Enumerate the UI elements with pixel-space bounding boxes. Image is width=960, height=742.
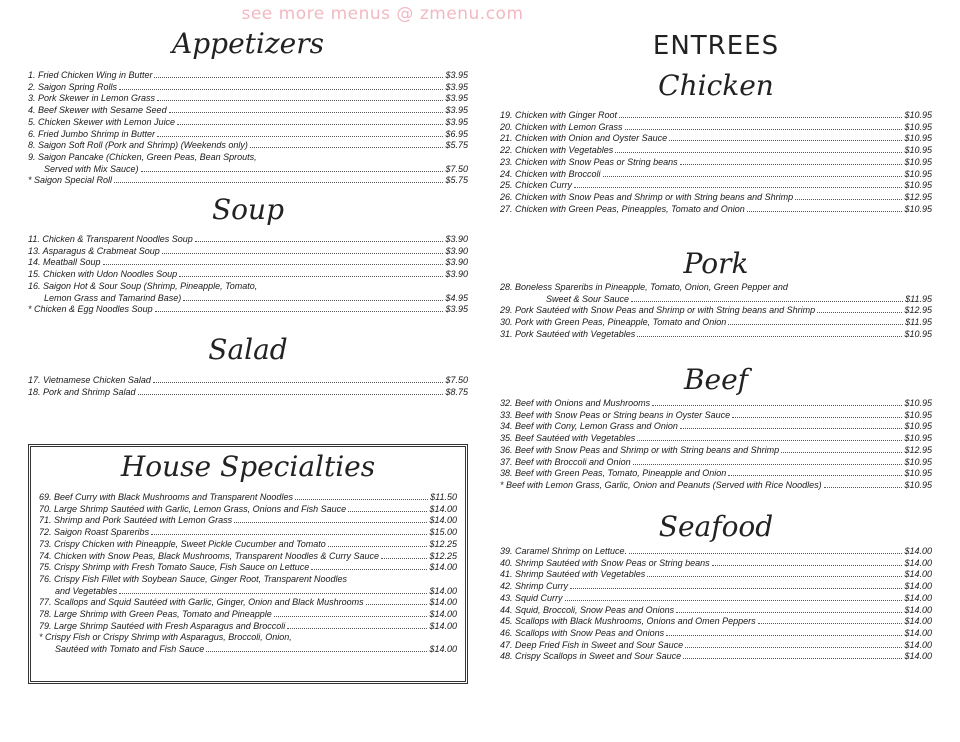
dot-leader [817,312,902,313]
menu-item [28,304,468,316]
menu-item [500,133,932,145]
seafood-title: Seafood [658,510,774,543]
menu-item-name: 70. Large Shrimp Sautéed with Garlic, Lemon Grass, Onions and Fish Sauce [39,503,347,514]
menu-item [28,387,468,399]
menu-item [500,616,932,628]
dot-leader [732,417,902,418]
menu-item-price: $10.95 [904,121,932,132]
menu-item-price: $14.00 [904,627,932,638]
menu-item-price: $12.25 [429,538,457,549]
menu-item-price: $11.95 [905,317,932,328]
menu-item [500,480,932,492]
menu-item-price: $10.95 [904,180,932,191]
menu-item-price: $3.95 [445,105,468,116]
menu-item-name: 6. Fried Jumbo Shrimp in Butter [28,128,156,139]
menu-item-name: 75. Crispy Shrimp with Fresh Tomato Sauce, Fish Sauce on Lettuce [39,562,310,573]
menu-item-name: 9. Saigon Pancake (Chicken, Green Peas, Bean Sprouts, [28,151,257,162]
dot-leader [195,241,444,242]
menu-item-name: 77. Scallops and Squid Sautéed with Garlic, Ginger, Onion and Black Mushrooms [39,597,364,608]
menu-item-price: $14.00 [904,581,932,592]
salad-title: Salad [208,333,288,366]
dot-leader [179,276,443,277]
menu-item-price: $10.95 [904,479,932,490]
dot-leader [683,658,902,659]
dot-leader [619,117,902,118]
menu-item-name: 39. Caramel Shrimp on Lettuce. [500,546,628,556]
menu-item [500,192,932,204]
dot-leader [250,147,444,148]
menu-item-price: $10.95 [904,409,932,420]
dot-leader [141,171,444,172]
menu-item-name: 27. Chicken with Green Peas, Pineapples, Tomato and Onion [500,203,745,214]
dot-leader [274,616,428,617]
menu-item [500,410,932,422]
menu-item-continuation: and Vegetables [55,585,118,596]
menu-item-name: 42. Shrimp Curry [500,581,569,592]
dot-leader [629,553,902,554]
menu-item-price: $3.90 [445,257,468,268]
seafood-list [500,546,932,663]
menu-item-name: 74. Chicken with Snow Peas, Black Mushrooms, Transparent Noodles & Curry Sauce [39,550,379,561]
menu-item-name: 76. Crispy Fish Fillet with Soybean Sauce, Ginger Root, Transparent Noodles [39,573,347,584]
menu-item [500,457,932,469]
menu-item-name: 78. Large Shrimp with Green Peas, Tomato and Pineapple [39,609,272,620]
menu-item-name: 8. Saigon Soft Roll (Pork and Shrimp) (Weekends only) [28,140,248,151]
appetizers-list [28,70,468,187]
menu-item-price: $14.00 [904,616,932,627]
dot-leader [328,546,428,547]
pork-list [500,282,932,341]
menu-item [28,140,468,152]
menu-item [39,586,457,598]
menu-item-price: $14.00 [429,597,457,608]
dot-leader [728,475,902,476]
menu-item [39,551,457,563]
menu-item-price: $10.95 [904,203,932,214]
menu-item-price: $10.95 [904,421,932,432]
menu-item [28,293,468,305]
menu-item [28,105,468,117]
menu-item-price: $3.95 [445,304,468,315]
dot-leader [685,647,902,648]
dot-leader [652,405,902,406]
menu-item-name: 29. Pork Sautéed with Snow Peas and Shrimp or with String beans and Shrimp [500,305,816,316]
menu-item [500,110,932,122]
menu-item [500,180,932,192]
menu-item-name: 48. Crispy Scallops in Sweet and Sour Sauce [500,651,682,662]
menu-item-name: 33. Beef with Snow Peas or String beans in Oyster Sauce [500,409,731,420]
menu-item-price: $7.50 [445,375,468,385]
dot-leader [153,382,444,383]
menu-item [500,593,932,605]
soup-title: Soup [212,193,284,226]
menu-item-name: 38. Beef with Green Peas, Tomato, Pineapple and Onion [500,468,727,479]
dot-leader [234,522,427,523]
menu-item-name: * Beef with Lemon Grass, Garlic, Onion and Peanuts (Served with Rice Noodles) [500,479,822,490]
dot-leader [747,211,903,212]
dot-leader [680,164,903,165]
dot-leader [669,140,902,141]
menu-item [28,164,468,176]
menu-item-price: $10.95 [904,433,932,444]
menu-item-price: $10.95 [904,133,932,144]
menu-item [28,82,468,94]
menu-item [500,204,932,216]
dot-leader [570,588,902,589]
menu-item [500,468,932,480]
menu-item-price: $10.95 [904,468,932,479]
menu-item-price: $14.00 [429,585,457,596]
menu-item-name: 25. Chicken Curry [500,180,573,191]
menu-item-name: 18. Pork and Shrimp Salad [28,386,136,397]
dot-leader [712,565,903,566]
menu-item-name: 22. Chicken with Vegetables [500,145,614,156]
menu-item [39,597,457,609]
menu-item-price: $14.00 [429,515,457,526]
menu-item-price: $10.95 [904,456,932,467]
menu-item-name: 11. Chicken & Transparent Noodles Soup [28,234,193,244]
menu-item [500,294,932,306]
menu-item-price: $10.95 [904,168,932,179]
menu-item-name: * Crispy Fish or Crispy Shrimp with Asparagus, Broccoli, Onion, [39,632,292,643]
menu-item-price: $10.95 [904,145,932,156]
menu-item [28,93,468,105]
menu-item-name: 30. Pork with Green Peas, Pineapple, Tomato and Onion [500,317,727,328]
dot-leader [758,623,903,624]
menu-item [39,562,457,574]
menu-item [500,640,932,652]
dot-leader [295,499,428,500]
menu-item-price: $11.50 [430,492,457,502]
menu-item-name: 40. Shrimp Sautéed with Snow Peas or String beans [500,557,710,568]
menu-item-name: 36. Beef with Snow Peas and Shrimp or with String beans and Shrimp [500,444,780,455]
menu-item [500,433,932,445]
menu-item-price: $14.00 [904,569,932,580]
menu-item [500,581,932,593]
appetizers-title: Appetizers [172,27,324,60]
dot-leader [676,612,902,613]
menu-item-price: $12.95 [904,305,932,316]
menu-item [28,234,468,246]
dot-leader [348,511,427,512]
menu-item-price: $14.00 [429,503,457,514]
dot-leader [666,635,902,636]
dot-leader [565,600,903,601]
menu-item [500,628,932,640]
menu-item-name: 41. Shrimp Sautéed with Vegetables [500,569,646,580]
menu-item-price: $14.00 [904,557,932,568]
menu-item-continuation: Served with Mix Sauce) [44,163,139,174]
menu-item [28,175,468,187]
menu-item-name: 16. Saigon Hot & Sour Soup (Shrimp, Pineapple, Tomato, [28,280,258,291]
menu-item-price: $7.50 [445,163,468,174]
menu-item [500,445,932,457]
pork-title: Pork [683,247,749,280]
menu-item-price: $3.95 [445,93,468,104]
menu-item-name: 24. Chicken with Broccoli [500,168,601,179]
salad-list [28,375,468,398]
menu-item-name: 20. Chicken with Lemon Grass [500,121,623,132]
dot-leader [637,440,902,441]
menu-item-price: $14.00 [429,644,457,655]
menu-item [39,504,457,516]
menu-item [39,621,457,633]
menu-item-name: 69. Beef Curry with Black Mushrooms and Transparent Noodles [39,492,293,502]
menu-item-name: 72. Saigon Roast Spareribs [39,527,150,538]
menu-item [500,546,932,558]
menu-item-name: 23. Chicken with Snow Peas or String beans [500,156,678,167]
menu-item-price: $14.00 [904,651,932,662]
menu-item-name: 35. Beef Sautéed with Vegetables [500,433,636,444]
menu-item [39,644,457,656]
dot-leader [647,576,902,577]
house-specialties-title: House Specialties [120,450,376,483]
menu-item-continuation: Sautéed with Tomato and Fish Sauce [55,644,205,655]
dot-leader [155,311,444,312]
menu-item-name: 79. Large Shrimp Sautéed with Fresh Asparagus and Broccoli [39,620,286,631]
dot-leader [287,628,427,629]
menu-item-price: $14.00 [904,592,932,603]
menu-item [39,492,457,504]
menu-item-price: $3.90 [445,269,468,280]
menu-item-price: $12.25 [429,550,457,561]
menu-item-name: 15. Chicken with Udon Noodles Soup [28,269,178,280]
menu-item-price: $10.95 [904,156,932,167]
menu-item-price: $14.00 [429,609,457,620]
menu-item-name: 45. Scallops with Black Mushrooms, Onions and Omen Peppers [500,616,756,627]
menu-item [500,122,932,134]
menu-item-price: $10.95 [904,110,932,120]
menu-item [28,375,468,387]
menu-item-price: $5.75 [445,140,468,151]
dot-leader [157,100,443,101]
menu-item [500,421,932,433]
dot-leader [728,324,903,325]
menu-item-price: $14.00 [904,546,932,556]
menu-item [500,145,932,157]
menu-item-name: 13. Asparagus & Crabmeat Soup [28,245,160,256]
menu-item-name: 46. Scallops with Snow Peas and Onions [500,627,665,638]
menu-item-price: $15.00 [429,527,457,538]
menu-item-continuation: Sweet & Sour Sauce [546,293,630,304]
menu-item-name: 26. Chicken with Snow Peas and Shrimp or with String beans and Shrimp [500,191,794,202]
menu-item [500,398,932,410]
menu-item-price: $3.95 [445,81,468,92]
menu-item [500,317,932,329]
dot-leader [119,593,427,594]
menu-item-name: 5. Chicken Skewer with Lemon Juice [28,116,176,127]
dot-leader [824,487,903,488]
menu-item-name: 47. Deep Fried Fish in Sweet and Sour Sauce [500,639,684,650]
house-specialties-box [28,444,468,684]
dot-leader [154,77,443,78]
dot-leader [631,301,903,302]
menu-item-name: * Chicken & Egg Noodles Soup [28,304,153,315]
menu-item [28,257,468,269]
dot-leader [206,651,427,652]
menu-item-name: 28. Boneless Spareribs in Pineapple, Tomato, Onion, Green Pepper and [500,282,788,292]
house-specialties-list [39,492,457,656]
menu-item-price: $14.00 [429,562,457,573]
menu-item-price: $10.95 [904,328,932,339]
menu-item [28,70,468,82]
menu-item [500,651,932,663]
dot-leader [603,176,903,177]
watermark: see more menus @ zmenu.com [241,4,524,24]
menu-item-price: $3.90 [445,234,468,244]
dot-leader [637,336,902,337]
menu-item [39,527,457,539]
menu-item-name: 19. Chicken with Ginger Root [500,110,618,120]
menu-item-price: $8.75 [445,386,468,397]
menu-item-price: $14.00 [429,620,457,631]
dot-leader [633,464,903,465]
entrees-title: ENTREES [652,31,780,61]
dot-leader [177,124,443,125]
chicken-title: Chicken [658,69,774,102]
menu-item-name: 1. Fried Chicken Wing in Butter [28,70,153,80]
menu-item-name: 31. Pork Sautéed with Vegetables [500,328,636,339]
dot-leader [795,199,902,200]
dot-leader [311,569,427,570]
dot-leader [625,129,903,130]
menu-item [500,558,932,570]
dot-leader [574,187,902,188]
chicken-list [500,110,932,215]
dot-leader [781,452,902,453]
menu-item [500,569,932,581]
dot-leader [183,300,443,301]
dot-leader [151,534,427,535]
menu-item-name: 32. Beef with Onions and Mushrooms [500,398,651,408]
dot-leader [162,253,444,254]
menu-item-price: $5.75 [445,175,468,186]
menu-item-price: $3.95 [445,70,468,80]
menu-item-name: 71. Shrimp and Pork Sautéed with Lemon Grass [39,515,233,526]
menu-item [39,539,457,551]
menu-item-name: 21. Chicken with Onion and Oyster Sauce [500,133,668,144]
menu-item-price: $14.00 [904,604,932,615]
menu-item-name: 43. Squid Curry [500,592,563,603]
dot-leader [169,112,444,113]
beef-title: Beef [683,363,749,396]
menu-item-name: 34. Beef with Cony, Lemon Grass and Onion [500,421,678,432]
menu-item [39,515,457,527]
menu-item-name: 3. Pork Skewer in Lemon Grass [28,93,156,104]
dot-leader [157,136,443,137]
menu-item-price: $3.95 [445,116,468,127]
menu-item [28,269,468,281]
menu-item-price: $12.95 [904,191,932,202]
menu-item [39,609,457,621]
menu-item-name: 4. Beef Skewer with Sesame Seed [28,105,167,116]
menu-item-price: $6.95 [445,128,468,139]
menu-item-price: $3.90 [445,245,468,256]
menu-item-name: 37. Beef with Broccoli and Onion [500,456,631,467]
dot-leader [680,428,903,429]
menu-item-name: 2. Saigon Spring Rolls [28,81,118,92]
dot-leader [381,558,427,559]
dot-leader [138,394,444,395]
menu-item [500,605,932,617]
menu-item-name: 17. Vietnamese Chicken Salad [28,375,151,385]
menu-item [500,305,932,317]
dot-leader [114,182,443,183]
menu-item [28,117,468,129]
menu-item [500,169,932,181]
menu-item-price: $11.95 [905,293,932,304]
beef-list [500,398,932,492]
menu-item [28,129,468,141]
menu-item-price: $4.95 [445,292,468,303]
menu-item [28,246,468,258]
menu-item-name: 73. Crispy Chicken with Pineapple, Sweet Pickle Cucumber and Tomato [39,538,326,549]
menu-item-price: $12.95 [904,444,932,455]
dot-leader [615,152,902,153]
dot-leader [103,264,444,265]
soup-list [28,234,468,316]
menu-item-name: 44. Squid, Broccoli, Snow Peas and Onions [500,604,675,615]
menu-item-name: 14. Meatball Soup [28,257,101,268]
dot-leader [366,604,428,605]
menu-item-price: $10.95 [904,398,932,408]
menu-item [500,329,932,341]
menu-item [500,157,932,169]
menu-item-continuation: Lemon Grass and Tamarind Base) [44,292,182,303]
menu-item-price: $14.00 [904,639,932,650]
dot-leader [119,89,443,90]
menu-item-name: * Saigon Special Roll [28,175,113,186]
